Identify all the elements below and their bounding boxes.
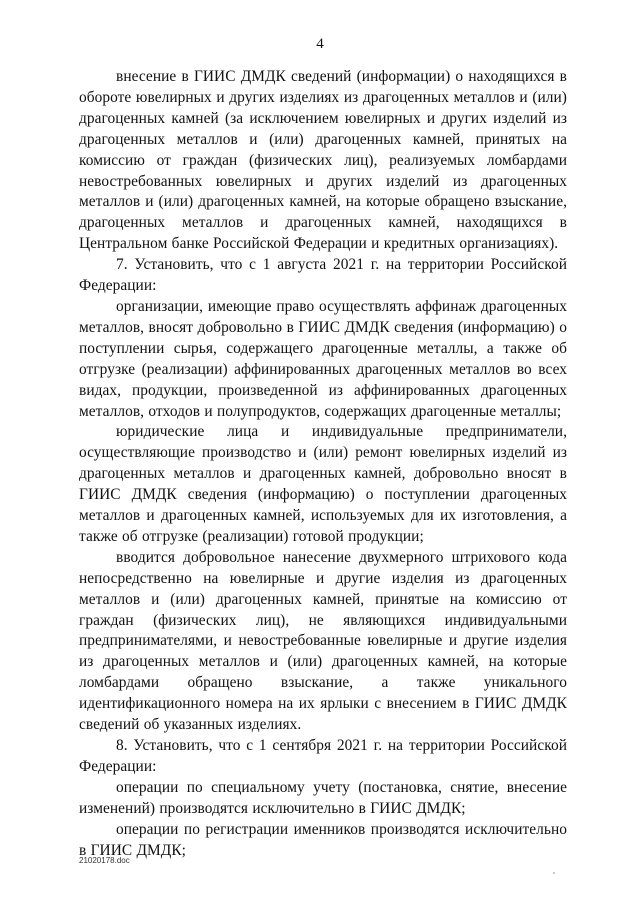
paragraph-barcode-marking: вводится добровольное нанесение двухмерного штрихового кода непосредственно на ювелирные и другие изделия из драгоценных металлов и (или) драгоценных камней, принятые на комиссию от граждан (физических лиц), не являющихся индивидуальными предпринимателями, и невостребованные ювелирные и другие изделия из драгоценных металлов и (или) драгоценных камней, на которые ломбардами обращено взыскание, а также уникального идентификационного номера на их ярлыки с внесением в ГИИС ДМДК сведений об указанных изделиях. xyxy=(79,548,567,734)
page-number: 4 xyxy=(316,36,324,52)
paragraph-clause-8: 8. Установить, что с 1 сентября 2021 г. на территории Российской Федерации: xyxy=(79,737,567,775)
document-body xyxy=(79,67,567,861)
paragraph-refining-organizations: организации, имеющие право осуществлять аффинаж драгоценных металлов, вносят добровольно в ГИИС ДМДК сведения (информацию) о поступлении сырья, содержащего драгоценные металлы, а также об отгрузке (реализации) аффинированных драгоценных металлов во всех видах, продукции, произведенной из аффинированных драгоценных металлов, отходов и полупродуктов, содержащих драгоценные металлы; xyxy=(79,297,567,420)
paragraph-special-accounting: операции по специальному учету (постановка, снятие, внесение изменений) производятся исключительно в ГИИС ДМДК; xyxy=(79,778,567,817)
paragraph-clause-7: 7. Установить, что с 1 августа 2021 г. на территории Российской Федерации: xyxy=(79,256,567,295)
scan-dot xyxy=(553,872,555,874)
paragraph-jewelry-producers: юридические лица и индивидуальные предприниматели, осуществляющие производство и (или) ремонт ювелирных изделий из драгоценных металлов и драгоценных камней, добровольно вносят в ГИИС ДМДК сведения (информацию) о поступлении драгоценных металлов и драгоценных камней, используемых для их изготовления, а также об отгрузке (реализации) готовой продукции; xyxy=(79,423,567,545)
footer-filename: 21020178.doc xyxy=(79,856,130,865)
paragraph-hallmark-registration: операции по регистрации именников производятся исключительно в ГИИС ДМДК; xyxy=(79,820,567,859)
paragraph-giis-info-entry: внесение в ГИИС ДМДК сведений (информации) о находящихся в обороте ювелирных и других изделиях из драгоценных металлов и (или) драгоценных камней (за исключением ювелирных и других изделий из драгоценных металлов и (или) драгоценных камней, принятых на комиссию от граждан (физических лиц), реализуемых ломбардами невостребованных ювелирных и других изделий из драгоценных металлов и (или) драгоценных камней, на которые обращено взыскание, драгоценных металлов и драгоценных камней, находящихся в Центральном банке Российской Федерации и кредитных организациях). xyxy=(79,68,567,253)
